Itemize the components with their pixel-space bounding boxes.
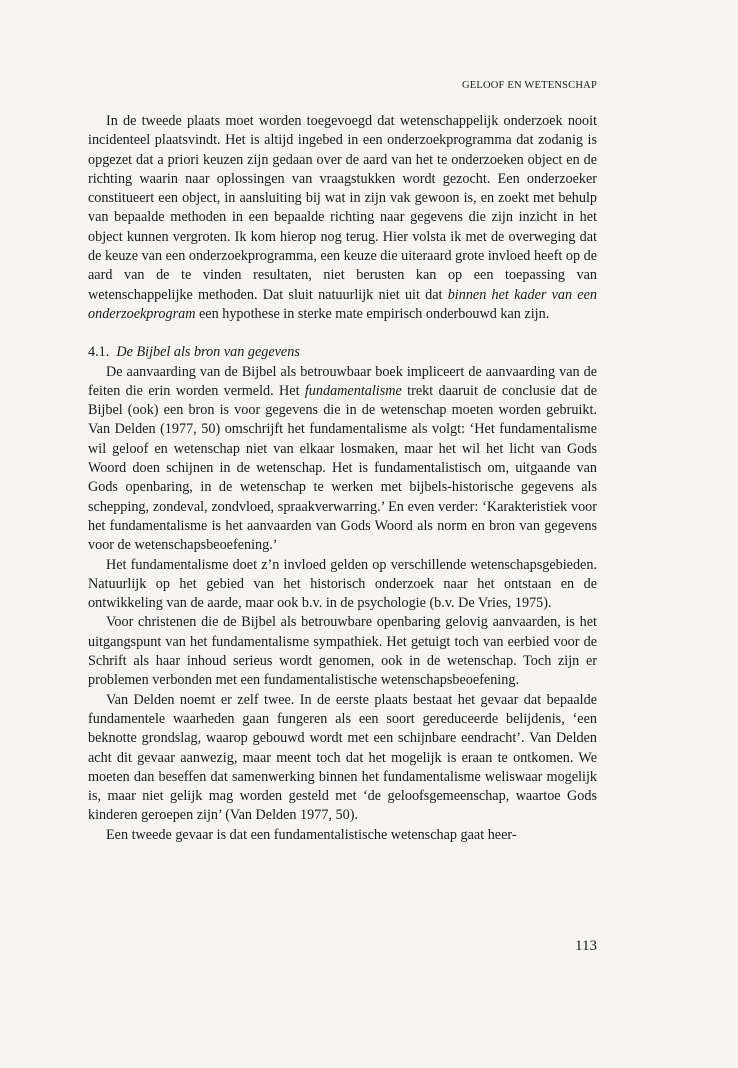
paragraph-1 (88, 112, 597, 324)
paragraph-2-text-b: trekt daaruit de conclusie dat de Bijbel (ook) een bron is voor gegevens die in de wetenschap moeten worden gebruikt. Van Delden (1977, 50) omschrijft het fundamentalisme als volgt: ‘Het fundamentalisme wil geloof en wetenschap niet van elkaar losmaken, maar het wil het licht van Gods Woord doen schijnen in de wetenschap. Het is fundamentalistisch om, uitgaande van Gods openbaring, in de wetenschap te werken met bijbels-historische gegevens als schepping, zondeval, zondvloed, spraakverwarring.’ En even verder: ‘Karakteristiek voor het fundamentalisme is het aanvaarden van Gods Woord als norm en bron van gegevens voor de wetenschapsbeoefening.’ (88, 382, 597, 554)
page-number: 113 (575, 938, 597, 954)
paragraph-1-text-a: In de tweede plaats moet worden toegevoegd dat wetenschappelijk onderzoek nooit incidenteel plaatsvindt. Het is altijd ingebed in een onderzoekprogramma dat zodanig is opgezet dat a priori keuzen zijn gedaan over de aard van het te onderzoeken object en de richting waarin naar oplossingen van vraagstukken wordt gezocht. Een onderzoeker constitueert een object, in aansluiting bij wat in zijn vak gewoon is, en zoekt met behulp van bepaalde methoden in een bepaalde richting naar gegevens die zijn inzicht in het object kunnen vergroten. Ik kom hierop nog terug. Hier volsta ik met de overweging dat de keuze van een onderzoekprogramma, een keuze die uiteraard grote invloed heeft op de aard van de te vinden resultaten, niet berusten kan op een toepassing van wetenschappelijke methoden. Dat sluit natuurlijk niet uit dat (88, 113, 597, 303)
section-title: De Bijbel als bron van gegevens (116, 344, 300, 361)
paragraph-5: Van Delden noemt er zelf twee. In de eerste plaats bestaat het gevaar dat bepaalde fundamentele waarheden gaan fungeren als een soort gereduceerde belijdenis, ‘een beknotte grondslag, waarop gebouwd wordt met een schijnbare eendracht’. Van Delden acht dit gevaar aanwezig, maar meent toch dat het mogelijk is eraan te ontkomen. We moeten dan beseffen dat samenwerking binnen het fundamentalisme weliswaar mogelijk is, maar niet gelijk mag worden gesteld met ‘de geloofsgemeenschap, waartoe Gods kinderen geroepen zijn’ (Van Delden 1977, 50). (88, 691, 597, 824)
section-number: 4.1. (88, 344, 110, 361)
paragraph-1-text-b: een hypothese in sterke mate empirisch onderbouwd kan zijn. (195, 305, 550, 322)
paragraph-3: Het fundamentalisme doet z’n invloed gelden op verschillende wetenschapsgebieden. Natuurlijk op het gebied van het historisch onderzoek naar het ontstaan en de ontwikkeling van de aarde, maar ook b.v. in de psychologie (b.v. De Vries, 1975). (88, 556, 597, 612)
paragraph-2-text-a: De aanvaarding van de Bijbel als betrouwbaar boek impliceert de aanvaarding van de feiten die erin worden vermeld. Het (88, 363, 597, 399)
running-head: GELOOF EN WETENSCHAP (461, 80, 597, 91)
paragraph-6: Een tweede gevaar is dat een fundamentalistische wetenschap gaat heer- (106, 826, 517, 843)
paragraph-2 (88, 363, 597, 556)
paragraph-4: Voor christenen die de Bijbel als betrouwbare openbaring gelovig aanvaarden, is het uitgangspunt van het fundamentalisme sympathiek. Het getuigt toch van eerbied voor de Schrift als haar inhoud serieus wordt genomen, ook in de wetenschap. Toch zijn er problemen verbonden met een fundamentalistische wetenschapsbeoefening. (88, 614, 597, 689)
body-text (88, 112, 597, 845)
paragraph-2-italic: fundamentalisme (304, 382, 402, 399)
section-heading (88, 343, 597, 362)
paragraph-1-italic: binnen het kader van een onderzoekprogram (88, 286, 597, 322)
